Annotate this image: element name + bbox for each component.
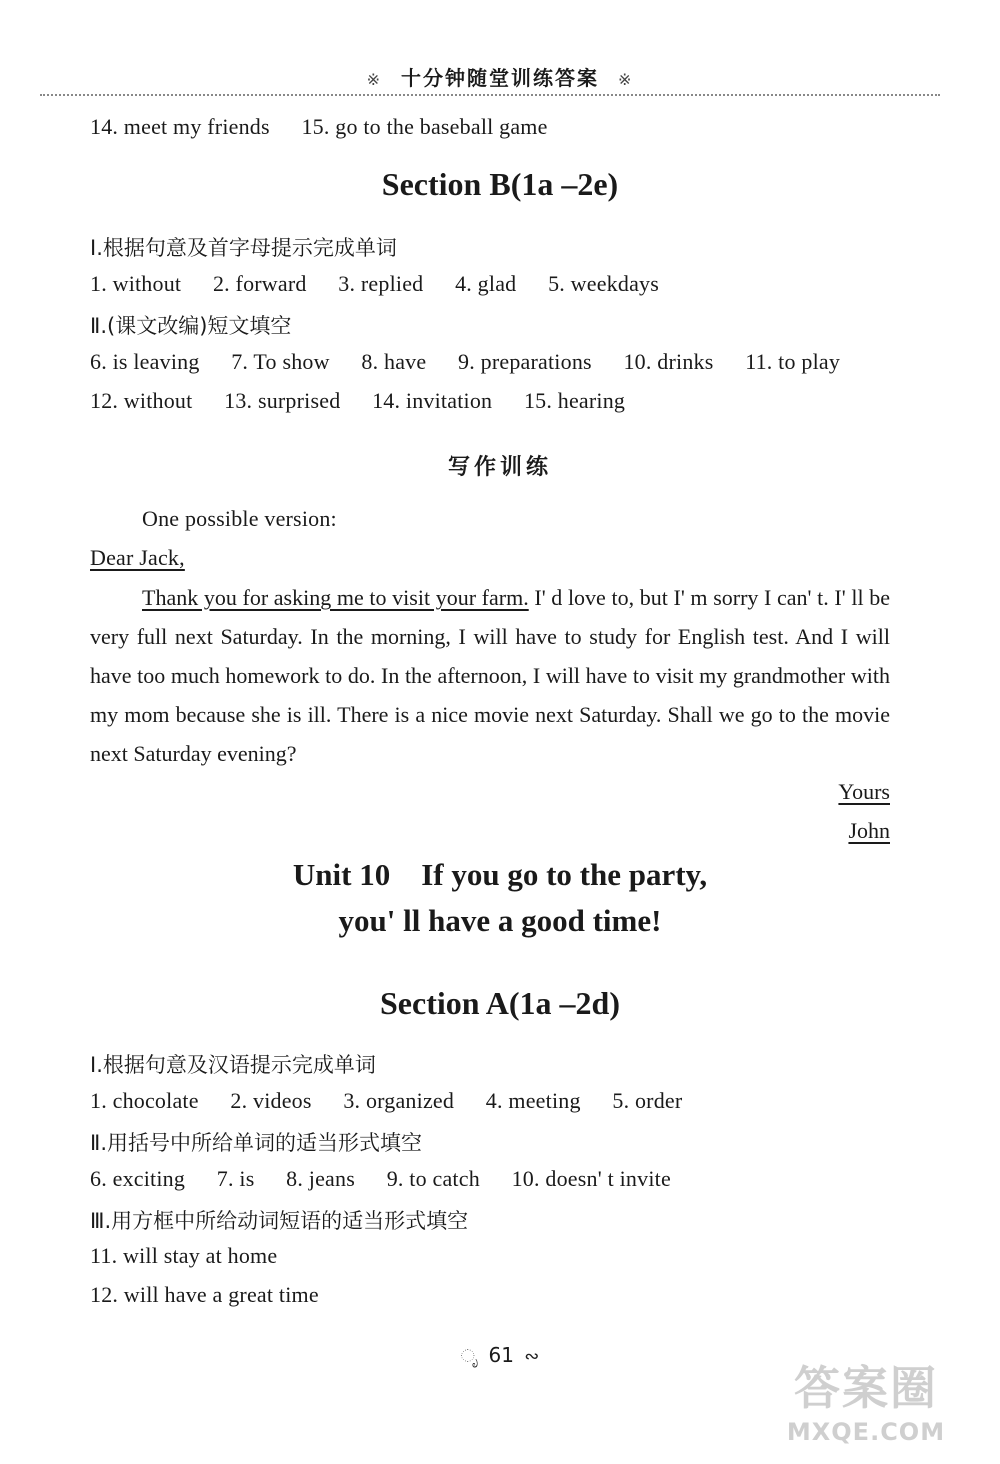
watermark-line1: 答案圈 xyxy=(794,1361,938,1415)
running-header xyxy=(0,62,1000,91)
section-b-part1-answers xyxy=(90,271,685,297)
section-b-part2-row2 xyxy=(90,388,651,414)
writing-intro: One possible version: xyxy=(142,506,337,531)
unit-title-line2: you' ll have a good time! xyxy=(338,903,662,938)
answer-item: 5. weekdays xyxy=(548,271,660,296)
section-a-part2-heading: Ⅱ.用括号中所给单词的适当形式填空 xyxy=(90,1131,423,1155)
answer-item: 6. exciting xyxy=(90,1166,186,1191)
answer-item: 10. doesn' t invite xyxy=(511,1166,671,1191)
swirl-left-icon: ೃ xyxy=(460,1346,479,1367)
section-a-part3-answer-2: 12. will have a great time xyxy=(90,1282,319,1307)
answer-item: 14. meet my friends xyxy=(90,114,270,139)
letter-body-rest: I' d love to, but I' m sorry I can' t. I' ll be very full next Saturday. In the morning, I will have to study for English test. And I will have too much homework to do. In the afternoon, I will have to visit my grandmother with my mom because she is ill. There is a nice movie next Saturday. Shall we go to the movie next Saturday evening? xyxy=(90,585,890,766)
answer-item: 9. to catch xyxy=(386,1166,480,1191)
section-b-part2-heading: Ⅱ.(课文改编)短文填空 xyxy=(90,314,292,338)
header-title: 十分钟随堂训练答案 xyxy=(401,66,599,90)
answer-item: 6. is leaving xyxy=(90,349,200,374)
watermark-line2: MXQE.COM xyxy=(786,1418,946,1446)
section-a-part3-heading: Ⅲ.用方框中所给动词短语的适当形式填空 xyxy=(90,1209,469,1233)
letter-salutation: Dear Jack, xyxy=(90,545,185,570)
section-b-part1-heading: Ⅰ.根据句意及首字母提示完成单词 xyxy=(90,236,397,260)
answer-item: 2. forward xyxy=(212,271,307,296)
answer-item: 4. meeting xyxy=(485,1088,581,1113)
letter-signature: John xyxy=(848,818,890,843)
unit-title-line1: Unit 10 If you go to the party, xyxy=(292,857,708,892)
section-a-part3-answer-1: 11. will stay at home xyxy=(90,1243,278,1268)
writing-heading: 写作训练 xyxy=(447,455,552,480)
section-a-part2-answers xyxy=(90,1166,697,1192)
watermark-logo xyxy=(756,1352,976,1446)
answer-item: 15. go to the baseball game xyxy=(301,114,548,139)
answer-item: 9. preparations xyxy=(458,349,592,374)
section-a-part1-heading: Ⅰ.根据句意及汉语提示完成单词 xyxy=(90,1053,376,1077)
answer-item: 7. To show xyxy=(231,349,330,374)
section-b-part2-row1 xyxy=(90,349,866,375)
answer-item: 4. glad xyxy=(455,271,517,296)
page-number-value: 61 xyxy=(488,1343,514,1367)
ornament-left: ※ xyxy=(366,70,383,89)
ornament-right: ※ xyxy=(617,70,634,89)
answer-item: 14. invitation xyxy=(372,388,493,413)
section-a-title: Section A(1a –2d) xyxy=(380,985,620,1021)
section-a-part1-answers xyxy=(90,1088,708,1114)
section-b-title: Section B(1a –2e) xyxy=(381,166,619,202)
answer-item: 10. drinks xyxy=(623,349,714,374)
answer-item: 1. chocolate xyxy=(90,1088,199,1113)
answer-item: 15. hearing xyxy=(523,388,626,413)
answer-line-top xyxy=(90,114,574,140)
answer-item: 11. to play xyxy=(745,349,841,374)
answer-item: 1. without xyxy=(90,271,182,296)
header-divider xyxy=(40,94,940,96)
answer-item: 7. is xyxy=(216,1166,255,1191)
answer-item: 3. organized xyxy=(343,1088,455,1113)
letter-body-underlined: Thank you for asking me to visit your farm. xyxy=(142,585,529,610)
answer-item: 5. order xyxy=(612,1088,683,1113)
answer-item: 2. videos xyxy=(230,1088,312,1113)
answer-item: 8. have xyxy=(361,349,427,374)
answer-item: 3. replied xyxy=(338,271,424,296)
letter-body xyxy=(90,578,890,773)
answer-item: 13. surprised xyxy=(224,388,341,413)
answer-item: 12. without xyxy=(90,388,193,413)
letter-closing: Yours xyxy=(838,779,890,804)
answer-item: 8. jeans xyxy=(286,1166,355,1191)
swirl-right-icon: ∾ xyxy=(524,1346,540,1367)
